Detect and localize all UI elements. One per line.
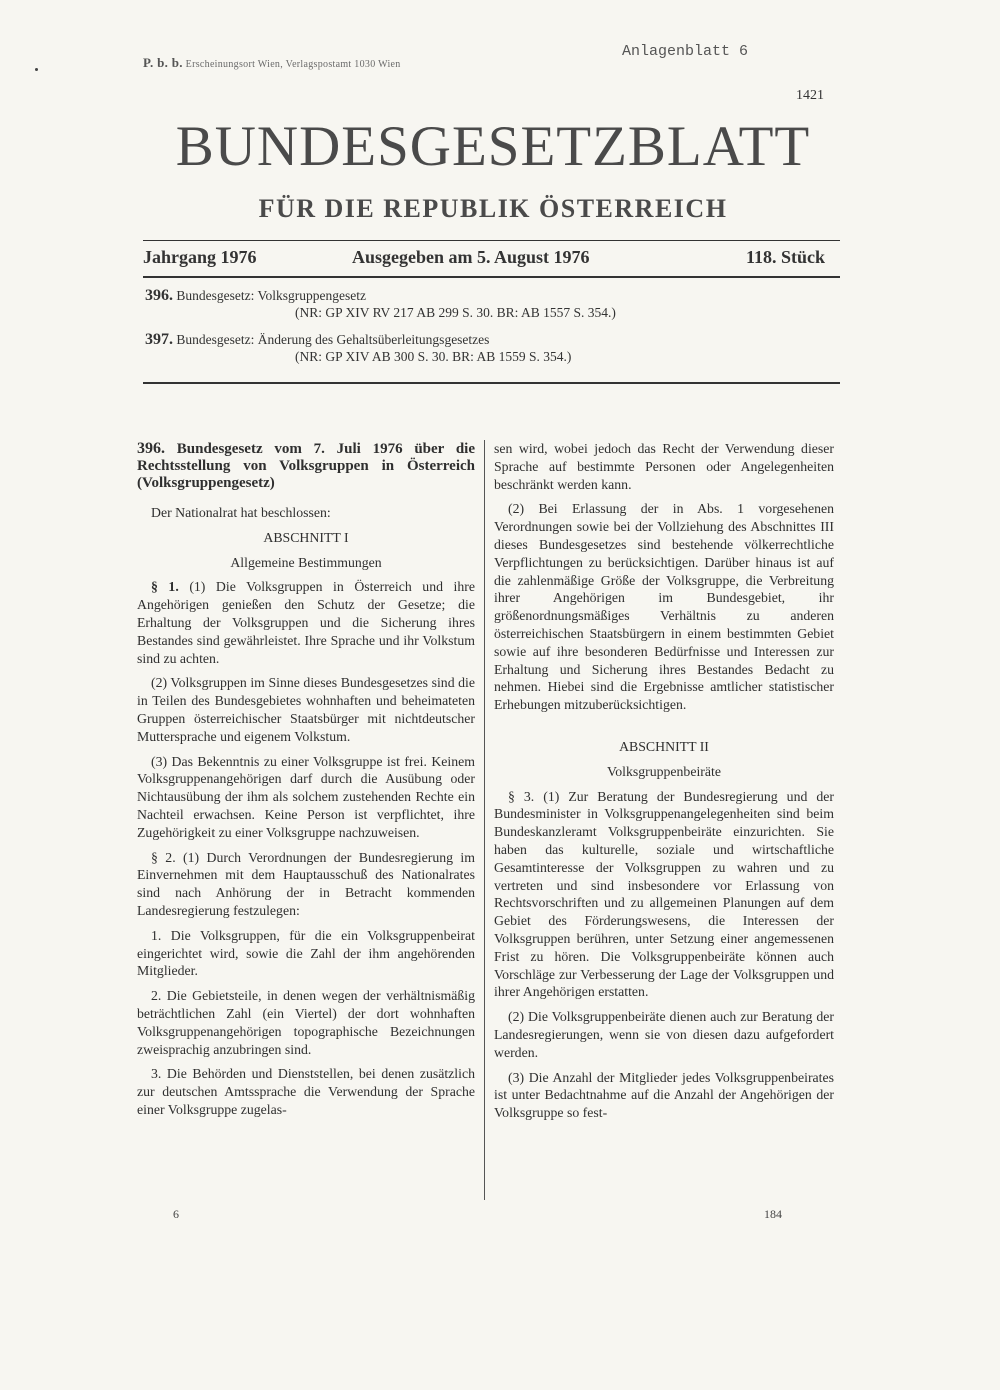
toc-number: 397. — [145, 331, 173, 348]
paragraph-text: (1) Die Volksgruppen in Österreich und ihre Angehörigen genießen den Schutz der Gesetze; die Erhaltung der Volksgruppen und die Sicherung ihres Bestandes sind gewährleistet. Ihre Sprache und ihr Volkstum sind zu achten. — [137, 579, 475, 666]
paragraph: (2) Die Volksgruppenbeiräte dienen auch zur Beratung der Landesregierungen, wenn sie von diesen dazu aufgefordert werden. — [494, 1009, 834, 1060]
toc-ref: (NR: GP XIV AB 300 S. 30. BR: AB 1559 S. 354.) — [295, 349, 572, 364]
footer-right: 184 — [764, 1207, 782, 1221]
pbb-mark: P. b. b. — [143, 55, 183, 70]
toc-number: 396. — [145, 287, 173, 304]
paragraph: (2) Bei Erlassung der in Abs. 1 vorgesehenen Verordnungen sowie bei der Vollziehung des Abschnittes III dieses Bundesgesetzes sind bestehende völkerrechtliche Verpflichtungen zu berücksichtigen. Darüber hinaus ist auf die zahlenmäßige Größe der Volksgruppe, die Verbreitung ihrer Angehörigen im Bundesgebiet, ihr größenordnungsmäßiges Verhältnis zu anderen österreichischen Staatsbürgern in einem bestimmten Gebiet sowie auf ihre besonderen Bedürfnisse und Interessen zur Erhaltung und Sicherung ihres Bestandes Bedacht zu nehmen. Hiebei sind die Ergebnisse amtlicher statistischer Erhebungen mitzuberücksichtigen. — [494, 501, 834, 713]
issued-date: Ausgegeben am 5. August 1976 — [352, 247, 590, 267]
preamble: Der Nationalrat hat beschlossen: — [151, 505, 331, 520]
section-subheading: Volksgruppenbeiräte — [607, 763, 721, 779]
section-heading: ABSCHNITT I — [263, 529, 349, 545]
header-rule-top — [143, 240, 840, 241]
paragraph: § 2. (1) Durch Verordnungen der Bundesregierung im Einvernehmen mit dem Hauptausschuß des Nationalrates sind nach Anhörung der in Betracht kommenden Landesregierung festzulegen: — [137, 849, 475, 918]
toc-type: Bundesgesetz: — [176, 288, 255, 303]
left-column — [137, 440, 475, 1126]
footer-left: 6 — [173, 1207, 179, 1221]
publisher-text: Erscheinungsort Wien, Verlagspostamt 1030 Wien — [185, 59, 401, 70]
paragraph: (3) Die Anzahl der Mitglieder jedes Volksgruppenbeirates ist unter Bedachtnahme auf die Anzahl der Angehörigen der Volksgruppe so fest- — [494, 1069, 834, 1121]
list-item: 3. Die Behörden und Dienststellen, bei denen zusätzlich zur deutschen Amtssprache die Verwendung der Sprache einer Volksgruppe zugelas- — [137, 1066, 475, 1117]
section-heading: ABSCHNITT II — [619, 738, 709, 754]
column-divider — [484, 440, 485, 1200]
list-item: 1. Die Volksgruppen, für die ein Volksgruppenbeirat eingerichtet wird, sowie die Zahl der ihm angehörenden Mitglieder. — [137, 927, 475, 979]
paragraph: (2) Volksgruppen im Sinne dieses Bundesgesetzes sind die in Teilen des Bundesgebietes wohnhaften und beheimateten Gruppen österreichischer Staatsbürger mit nichtdeutscher Muttersprache und eigenem Volkstum. — [137, 675, 475, 744]
annex-label: Anlagenblatt 6 — [622, 43, 749, 60]
header-rule-bottom — [143, 276, 840, 278]
toc-rule — [143, 382, 840, 384]
paragraph: (3) Das Bekenntnis zu einer Volksgruppe ist frei. Keinem Volksgruppenangehörigen darf durch die Ausübung oder Nichtausübung der ihm als solchem zustehenden Rechte ein Nachteil erwachsen. Keine Person ist verpflichtet, ihre Zugehörigkeit zu einer Volksgruppe nachzuweisen. — [137, 753, 475, 840]
page-number-top: 1421 — [796, 88, 824, 103]
publisher-line — [143, 55, 401, 71]
law-number: 396. — [137, 440, 165, 457]
paragraph: § 3. (1) Zur Beratung der Bundesregierung und der Bundesminister in Volksgruppenangelegenheiten sind beim Bundeskanzleramt Volksgruppenbeiräte einzurichten. Sie haben das kulturelle, soziale und wirtschaftliche Gesamtinteresse der Volksgruppen zu wahren und zu vertreten und sind insbesondere vor Erlassung von Rechtsvorschriften und zu allgemeinen Planungen auf dem Gebiet des Förderungswesens, die Interessen der Volksgruppen berühren, unter Setzung einer angemessenen Frist zu hören. Die Volksgruppenbeiräte können auch Vorschläge zur Verbesserung der Lage der Volksgruppen und ihrer Angehörigen erstatten. — [494, 788, 834, 1000]
speck — [35, 68, 38, 71]
law-heading — [137, 440, 475, 492]
toc-entry — [145, 287, 616, 321]
toc-ref: (NR: GP XIV RV 217 AB 299 S. 30. BR: AB 1557 S. 354.) — [295, 305, 616, 320]
paragraph: sen wird, wobei jedoch das Recht der Verwendung dieser Sprache auf bestimmte Personen oder Angelegenheiten beschränkt werden kann. — [494, 441, 834, 492]
section-subheading: Allgemeine Bestimmungen — [230, 554, 382, 570]
toc-entry — [145, 331, 571, 365]
toc-title: Volksgruppengesetz — [257, 288, 366, 303]
right-column — [494, 440, 834, 1129]
gazette-subtitle: FÜR DIE REPUBLIK ÖSTERREICH — [258, 194, 728, 223]
toc-type: Bundesgesetz: — [176, 332, 255, 347]
paragraph-label: § 1. — [151, 579, 179, 595]
year-label: Jahrgang 1976 — [143, 247, 257, 267]
issue-number: 118. Stück — [746, 247, 826, 267]
gazette-title: BUNDESGESETZBLATT — [175, 115, 811, 178]
toc-title: Änderung des Gehaltsüberleitungsgesetzes — [257, 332, 490, 347]
law-title: Bundesgesetz vom 7. Juli 1976 über die Rechtsstellung von Volksgruppen in Österreich (Volksgruppengesetz) — [137, 441, 475, 491]
list-item: 2. Die Gebietsteile, in denen wegen der verhältnismäßig beträchtlichen Zahl (ein Viertel) der dort wohnhaften Volksgruppenangehörigen topographische Bezeichnungen zweisprachig anzubringen sind. — [137, 988, 475, 1057]
paragraph — [137, 578, 475, 667]
